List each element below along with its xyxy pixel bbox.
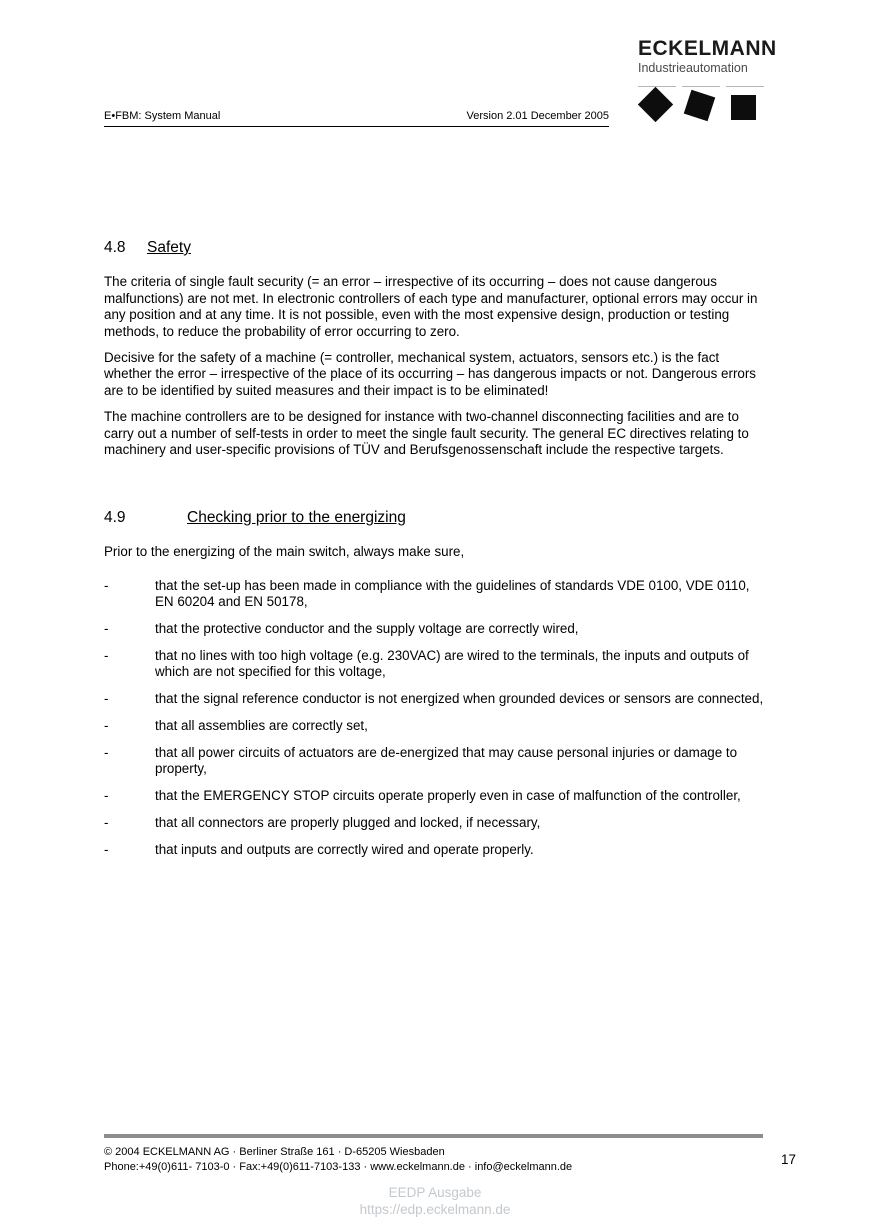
list-item-text: that the protective conductor and the supply voltage are correctly wired,: [155, 620, 579, 636]
watermark: [0, 1184, 870, 1218]
section-heading-checking: [104, 508, 766, 527]
list-item-text: that the EMERGENCY STOP circuits operate properly even in case of malfunction of the controller,: [155, 788, 741, 803]
square-icon: [731, 95, 756, 120]
dash-bullet: -: [104, 647, 109, 663]
rotated-square-icon: [684, 90, 716, 122]
logo-squares-icon: [638, 86, 770, 122]
list-item: [104, 815, 766, 832]
header-version-date: Version 2.01 December 2005: [466, 110, 609, 122]
logo-square-cell: [726, 86, 764, 122]
list-item-text: that all power circuits of actuators are de-energized that may cause personal injuries or damage to property,: [155, 744, 738, 777]
list-item: [104, 578, 766, 611]
list-item: [104, 788, 766, 805]
dash-bullet: -: [104, 841, 109, 857]
paragraph: Decisive for the safety of a machine (= controller, mechanical system, actuators, sensors etc.) is the fact whether the error – irrespective of the place of its occurring – has dangerous impacts or not. Dangerous errors are to be identified by suited measures and their impact is to be eliminated!: [104, 349, 757, 399]
main-content: [104, 238, 766, 868]
logo-wordmark: ECKELMANN: [638, 37, 777, 60]
logo-square-cell: [682, 86, 720, 122]
dash-bullet: -: [104, 814, 109, 830]
dash-bullet: -: [104, 717, 109, 733]
page-number: 17: [781, 1152, 797, 1167]
list-item: [104, 718, 766, 735]
dash-bullet: -: [104, 744, 109, 760]
dash-bullet: -: [104, 788, 109, 803]
paragraph: The criteria of single fault security (= an error – irrespective of its occurring – does not cause dangerous malfunctions) are not met. In electronic controllers of each type and manufacturer, optional errors may occur in any position and at any time. It is not possible, even with the most expensive design, production or testing methods, to reduce the probability of error occurring to zero.: [104, 274, 758, 339]
company-logo: [638, 37, 777, 122]
list-item: [104, 691, 766, 708]
watermark-title: EEDP Ausgabe: [388, 1185, 482, 1200]
list-item-text: that the set-up has been made in compliance with the guidelines of standards VDE 0100, VDE 0110, EN 60204 and EN 50178,: [155, 577, 750, 610]
list-item: [104, 842, 766, 859]
dash-bullet: -: [104, 577, 109, 593]
paragraph: The machine controllers are to be designed for instance with two-channel disconnecting facilities and are to carry out a number of self-tests in order to meet the single fault security. The general EC directives relating to machinery and user-specific provisions of TÜV and Berufsgenossenschaft include the respective targets.: [104, 409, 749, 458]
footer-contact-line: Phone:+49(0)611- 7103-0 · Fax:+49(0)611-7103-133 · www.eckelmann.de · info@eckelmann.de: [104, 1160, 573, 1173]
list-item: [104, 621, 766, 638]
page-header: [104, 110, 609, 127]
footer-address-line: © 2004 ECKELMANN AG · Berliner Straße 161 · D-65205 Wiesbaden: [104, 1146, 445, 1158]
logo-square-cell: [638, 86, 676, 122]
list-item-text: that all connectors are properly plugged and locked, if necessary,: [155, 814, 541, 830]
section-title: Safety: [147, 239, 191, 256]
list-item: [104, 648, 766, 681]
list-item-text: that inputs and outputs are correctly wired and operate properly.: [155, 841, 534, 857]
watermark-url: https://edp.eckelmann.de: [359, 1202, 511, 1217]
header-document-title: E•FBM: System Manual: [104, 110, 221, 122]
footer-divider: [104, 1134, 763, 1138]
list-item-text: that no lines with too high voltage (e.g. 230VAC) are wired to the terminals, the inputs and outputs of which are not specified for this voltage,: [155, 647, 749, 680]
section-number: 4.8: [104, 239, 126, 256]
section-number: 4.9: [104, 508, 126, 526]
checklist-intro: Prior to the energizing of the main switch, always make sure,: [104, 543, 465, 559]
dash-bullet: -: [104, 691, 109, 707]
section-heading-safety: [104, 238, 766, 257]
list-item-text: that the signal reference conductor is not energized when grounded devices or sensors are connected,: [155, 691, 764, 707]
rotated-square-icon: [638, 87, 673, 122]
logo-subtitle: Industrieautomation: [638, 61, 748, 76]
page-footer: [104, 1145, 724, 1174]
section-title: Checking prior to the energizing: [187, 508, 406, 526]
dash-bullet: -: [104, 620, 109, 636]
list-item-text: that all assemblies are correctly set,: [155, 717, 368, 733]
list-item: [104, 745, 766, 778]
